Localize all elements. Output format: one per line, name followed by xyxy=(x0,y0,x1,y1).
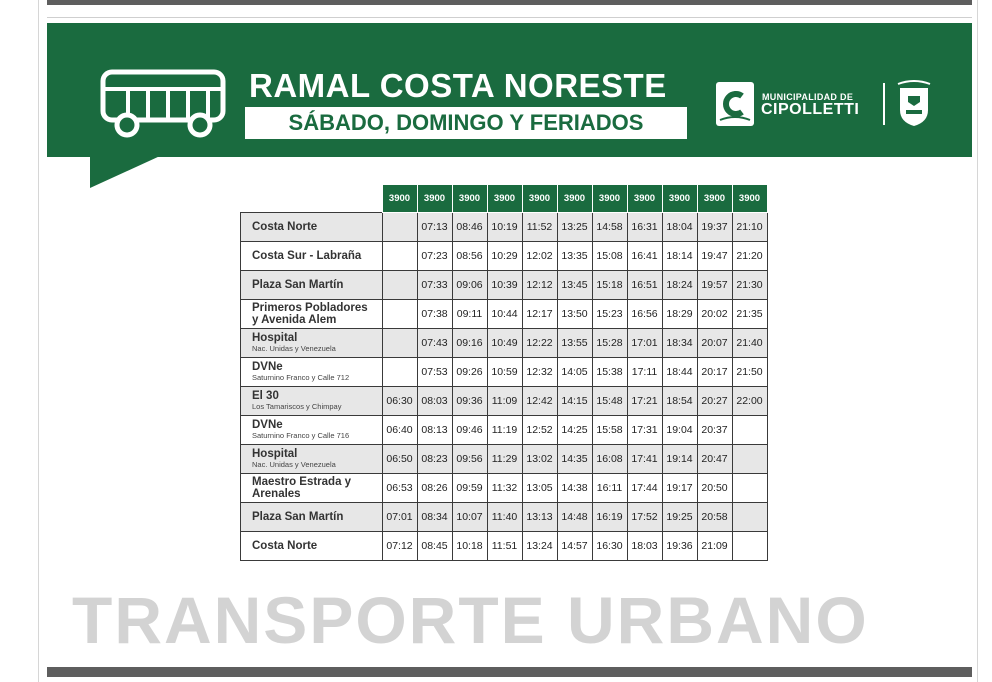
footer-title: TRANSPORTE URBANO xyxy=(72,583,869,657)
departure-time-cell xyxy=(732,503,767,532)
departure-time-cell: 14:38 xyxy=(557,474,592,503)
line-number-header: 3900 xyxy=(557,185,592,213)
bus-icon xyxy=(100,69,228,139)
departure-time-cell: 10:49 xyxy=(487,329,522,358)
departure-time-cell: 06:40 xyxy=(382,416,417,445)
departure-time-cell: 13:02 xyxy=(522,445,557,474)
stop-cell xyxy=(241,271,383,300)
departure-time-cell: 12:52 xyxy=(522,416,557,445)
departure-time-cell: 11:32 xyxy=(487,474,522,503)
departure-time-cell: 18:54 xyxy=(662,387,697,416)
departure-time-cell: 07:33 xyxy=(417,271,452,300)
departure-time-cell: 09:59 xyxy=(452,474,487,503)
departure-time-cell: 07:43 xyxy=(417,329,452,358)
departure-time-cell: 07:13 xyxy=(417,213,452,242)
stop-name: DVNe xyxy=(252,361,283,373)
line-number-header: 3900 xyxy=(417,185,452,213)
departure-time-cell: 19:25 xyxy=(662,503,697,532)
departure-time-cell: 08:26 xyxy=(417,474,452,503)
departure-time-cell: 13:50 xyxy=(557,300,592,329)
timetable-header-row xyxy=(241,185,768,213)
departure-time-cell: 06:50 xyxy=(382,445,417,474)
departure-time-cell xyxy=(382,271,417,300)
departure-time-cell: 18:03 xyxy=(627,532,662,561)
departure-time-cell: 19:17 xyxy=(662,474,697,503)
departure-time-cell: 11:51 xyxy=(487,532,522,561)
departure-time-cell: 08:46 xyxy=(452,213,487,242)
top-rule xyxy=(47,17,972,18)
bus-timetable xyxy=(240,184,768,561)
stop-cell xyxy=(241,445,383,474)
stop-cell xyxy=(241,213,383,242)
departure-time-cell: 13:45 xyxy=(557,271,592,300)
departure-time-cell: 06:53 xyxy=(382,474,417,503)
top-divider-bar xyxy=(47,0,972,5)
departure-time-cell: 18:24 xyxy=(662,271,697,300)
departure-time-cell: 16:56 xyxy=(627,300,662,329)
stop-row xyxy=(241,532,768,561)
service-days-label: SÁBADO, DOMINGO Y FERIADOS xyxy=(245,107,687,139)
stop-cell xyxy=(241,300,383,329)
departure-time-cell: 07:12 xyxy=(382,532,417,561)
line-number-header: 3900 xyxy=(592,185,627,213)
departure-time-cell: 12:02 xyxy=(522,242,557,271)
line-number-header: 3900 xyxy=(697,185,732,213)
departure-time-cell: 20:37 xyxy=(697,416,732,445)
departure-time-cell: 19:14 xyxy=(662,445,697,474)
departure-time-cell: 11:19 xyxy=(487,416,522,445)
departure-time-cell: 16:51 xyxy=(627,271,662,300)
departure-time-cell: 08:03 xyxy=(417,387,452,416)
municipality-logo-icon xyxy=(716,82,754,126)
stop-name: Costa Sur - Labraña xyxy=(252,250,362,262)
departure-time-cell: 11:52 xyxy=(522,213,557,242)
departure-time-cell: 19:36 xyxy=(662,532,697,561)
departure-time-cell: 07:53 xyxy=(417,358,452,387)
departure-time-cell: 22:00 xyxy=(732,387,767,416)
page-left-edge xyxy=(38,0,39,682)
departure-time-cell: 10:59 xyxy=(487,358,522,387)
page-right-edge xyxy=(977,0,978,682)
route-title: RAMAL COSTA NORESTE xyxy=(249,67,667,104)
stop-cell xyxy=(241,416,383,445)
departure-time-cell: 17:01 xyxy=(627,329,662,358)
departure-time-cell: 17:44 xyxy=(627,474,662,503)
departure-time-cell xyxy=(382,242,417,271)
departure-time-cell: 21:40 xyxy=(732,329,767,358)
departure-time-cell: 09:11 xyxy=(452,300,487,329)
departure-time-cell xyxy=(382,300,417,329)
departure-time-cell: 17:11 xyxy=(627,358,662,387)
departure-time-cell xyxy=(382,213,417,242)
logo-divider xyxy=(883,83,885,125)
departure-time-cell: 06:30 xyxy=(382,387,417,416)
departure-time-cell: 20:58 xyxy=(697,503,732,532)
departure-time-cell: 14:25 xyxy=(557,416,592,445)
departure-time-cell: 14:58 xyxy=(592,213,627,242)
stop-address: Los Tamariscos y Chimpay xyxy=(252,402,342,411)
departure-time-cell xyxy=(382,358,417,387)
departure-time-cell: 16:11 xyxy=(592,474,627,503)
departure-time-cell: 18:29 xyxy=(662,300,697,329)
departure-time-cell xyxy=(382,329,417,358)
line-number-header: 3900 xyxy=(662,185,697,213)
departure-time-cell: 08:45 xyxy=(417,532,452,561)
departure-time-cell: 19:04 xyxy=(662,416,697,445)
municipality-label: MUNICIPALIDAD DE xyxy=(762,92,854,102)
departure-time-cell: 10:44 xyxy=(487,300,522,329)
departure-time-cell: 10:19 xyxy=(487,213,522,242)
stop-row xyxy=(241,445,768,474)
departure-time-cell: 09:26 xyxy=(452,358,487,387)
departure-time-cell: 20:02 xyxy=(697,300,732,329)
stop-cell xyxy=(241,532,383,561)
departure-time-cell: 15:23 xyxy=(592,300,627,329)
stop-row xyxy=(241,271,768,300)
departure-time-cell: 14:48 xyxy=(557,503,592,532)
departure-time-cell: 10:29 xyxy=(487,242,522,271)
departure-time-cell: 17:41 xyxy=(627,445,662,474)
departure-time-cell: 11:29 xyxy=(487,445,522,474)
departure-time-cell: 15:18 xyxy=(592,271,627,300)
departure-time-cell: 07:38 xyxy=(417,300,452,329)
departure-time-cell: 09:06 xyxy=(452,271,487,300)
departure-time-cell: 17:31 xyxy=(627,416,662,445)
departure-time-cell: 18:04 xyxy=(662,213,697,242)
departure-time-cell: 07:01 xyxy=(382,503,417,532)
departure-time-cell: 07:23 xyxy=(417,242,452,271)
departure-time-cell: 12:22 xyxy=(522,329,557,358)
stop-address: Saturnino Franco y Calle 712 xyxy=(252,373,350,382)
departure-time-cell: 13:35 xyxy=(557,242,592,271)
departure-time-cell: 15:38 xyxy=(592,358,627,387)
departure-time-cell: 20:07 xyxy=(697,329,732,358)
departure-time-cell: 19:47 xyxy=(697,242,732,271)
departure-time-cell: 12:42 xyxy=(522,387,557,416)
departure-time-cell: 21:10 xyxy=(732,213,767,242)
departure-time-cell: 20:47 xyxy=(697,445,732,474)
stop-row xyxy=(241,242,768,271)
departure-time-cell: 10:39 xyxy=(487,271,522,300)
departure-time-cell: 10:18 xyxy=(452,532,487,561)
departure-time-cell: 20:27 xyxy=(697,387,732,416)
stop-name: DVNe xyxy=(252,419,283,431)
departure-time-cell: 15:58 xyxy=(592,416,627,445)
departure-time-cell: 12:32 xyxy=(522,358,557,387)
departure-time-cell: 13:55 xyxy=(557,329,592,358)
stop-name: Costa Norte xyxy=(252,540,318,552)
stop-cell xyxy=(241,503,383,532)
stop-row xyxy=(241,416,768,445)
departure-time-cell: 16:19 xyxy=(592,503,627,532)
departure-time-cell: 19:57 xyxy=(697,271,732,300)
departure-time-cell: 18:34 xyxy=(662,329,697,358)
departure-time-cell: 08:56 xyxy=(452,242,487,271)
banner-speech-tail xyxy=(90,156,160,188)
departure-time-cell: 12:17 xyxy=(522,300,557,329)
departure-time-cell: 13:24 xyxy=(522,532,557,561)
departure-time-cell: 16:31 xyxy=(627,213,662,242)
stop-name: Costa Norte xyxy=(252,221,318,233)
line-number-header: 3900 xyxy=(487,185,522,213)
stop-name: Primeros Pobladores y Avenida Alem xyxy=(252,302,368,326)
stop-name: Plaza San Martín xyxy=(252,279,344,291)
departure-time-cell: 08:13 xyxy=(417,416,452,445)
departure-time-cell: 08:34 xyxy=(417,503,452,532)
departure-time-cell: 09:36 xyxy=(452,387,487,416)
departure-time-cell: 14:57 xyxy=(557,532,592,561)
stop-cell xyxy=(241,329,383,358)
stop-address: Nac. Unidas y Venezuela xyxy=(252,344,336,353)
line-number-header: 3900 xyxy=(522,185,557,213)
stop-cell xyxy=(241,474,383,503)
departure-time-cell: 10:07 xyxy=(452,503,487,532)
departure-time-cell: 20:50 xyxy=(697,474,732,503)
departure-time-cell: 11:40 xyxy=(487,503,522,532)
departure-time-cell: 15:28 xyxy=(592,329,627,358)
departure-time-cell: 11:09 xyxy=(487,387,522,416)
timetable-body xyxy=(241,213,768,561)
stop-name: Hospital xyxy=(252,332,298,344)
stop-row xyxy=(241,503,768,532)
departure-time-cell xyxy=(732,474,767,503)
departure-time-cell: 09:56 xyxy=(452,445,487,474)
departure-time-cell: 21:50 xyxy=(732,358,767,387)
departure-time-cell: 21:09 xyxy=(697,532,732,561)
departure-time-cell: 17:52 xyxy=(627,503,662,532)
departure-time-cell: 09:16 xyxy=(452,329,487,358)
departure-time-cell: 13:13 xyxy=(522,503,557,532)
departure-time-cell: 15:48 xyxy=(592,387,627,416)
departure-time-cell: 15:08 xyxy=(592,242,627,271)
departure-time-cell: 14:35 xyxy=(557,445,592,474)
departure-time-cell xyxy=(732,416,767,445)
departure-time-cell: 13:05 xyxy=(522,474,557,503)
stop-row xyxy=(241,329,768,358)
departure-time-cell: 16:30 xyxy=(592,532,627,561)
line-number-header: 3900 xyxy=(452,185,487,213)
stop-name: Hospital xyxy=(252,448,298,460)
departure-time-cell: 21:20 xyxy=(732,242,767,271)
departure-time-cell: 17:21 xyxy=(627,387,662,416)
stop-address: Nac. Unidas y Venezuela xyxy=(252,460,336,469)
stop-name: Plaza San Martín xyxy=(252,511,344,523)
line-number-header: 3900 xyxy=(627,185,662,213)
stop-address: Saturnino Franco y Calle 716 xyxy=(252,431,350,440)
departure-time-cell: 08:23 xyxy=(417,445,452,474)
departure-time-cell: 18:14 xyxy=(662,242,697,271)
departure-time-cell xyxy=(732,445,767,474)
departure-time-cell: 21:30 xyxy=(732,271,767,300)
departure-time-cell: 19:37 xyxy=(697,213,732,242)
departure-time-cell: 13:25 xyxy=(557,213,592,242)
stop-cell xyxy=(241,242,383,271)
departure-time-cell: 16:41 xyxy=(627,242,662,271)
line-number-header: 3900 xyxy=(732,185,767,213)
stop-cell xyxy=(241,358,383,387)
stop-row xyxy=(241,474,768,503)
departure-time-cell: 09:46 xyxy=(452,416,487,445)
departure-time-cell: 12:12 xyxy=(522,271,557,300)
stop-name: Maestro Estrada y Arenales xyxy=(252,476,352,500)
departure-time-cell: 14:05 xyxy=(557,358,592,387)
municipality-name: CIPOLLETTI xyxy=(761,101,860,118)
city-crest-icon xyxy=(894,80,934,128)
departure-time-cell: 16:08 xyxy=(592,445,627,474)
line-number-header: 3900 xyxy=(382,185,417,213)
stop-row xyxy=(241,213,768,242)
bottom-divider-bar xyxy=(47,667,972,677)
departure-time-cell: 18:44 xyxy=(662,358,697,387)
stop-row xyxy=(241,358,768,387)
timetable-corner xyxy=(241,185,383,213)
stop-row xyxy=(241,387,768,416)
stop-cell xyxy=(241,387,383,416)
departure-time-cell: 20:17 xyxy=(697,358,732,387)
stop-name: El 30 xyxy=(252,390,279,402)
departure-time-cell: 14:15 xyxy=(557,387,592,416)
departure-time-cell: 21:35 xyxy=(732,300,767,329)
stop-row xyxy=(241,300,768,329)
departure-time-cell xyxy=(732,532,767,561)
